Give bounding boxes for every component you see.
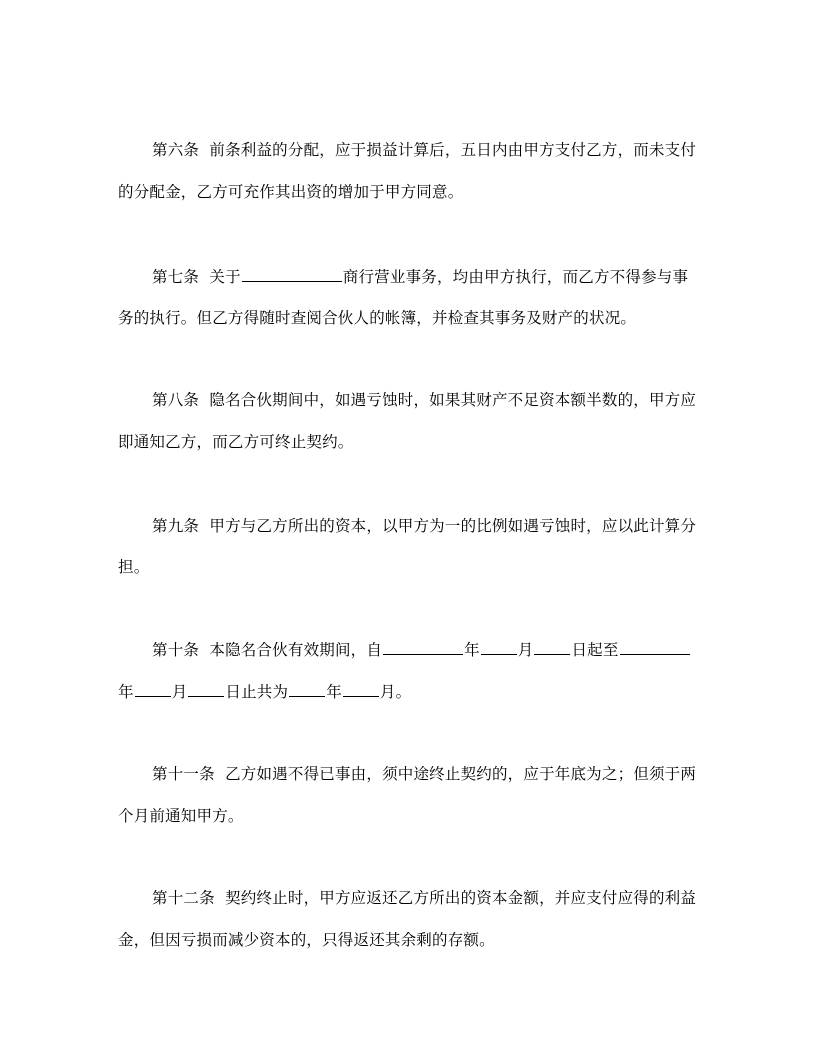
article-10-label: 第十条	[152, 641, 200, 659]
article-7-text-post: 商行营业事务，均由甲方执行，而乙方不得参与事	[342, 268, 689, 286]
article-6-label: 第六条	[152, 141, 200, 159]
article-7-line-2	[118, 308, 636, 328]
blank-field-total-months[interactable]	[343, 681, 379, 697]
article-7-line-1	[152, 266, 688, 287]
article-12-line-1	[152, 888, 696, 908]
blank-field-start-day[interactable]	[534, 639, 570, 655]
article-9-label: 第九条	[152, 517, 200, 535]
article-7-label: 第七条	[152, 268, 200, 286]
article-6-line-2	[118, 182, 463, 202]
article-10-year-label: 年	[464, 641, 480, 659]
article-8-line-1	[152, 390, 696, 410]
article-9-text-2: 担。	[118, 558, 150, 576]
article-6-text-2: 的分配金，乙方可充作其出资的增加于甲方同意。	[118, 183, 464, 201]
article-8-text-1: 隐名合伙期间中，如遇亏蚀时，如果其财产不足资本额半数的，甲方应	[209, 391, 697, 409]
article-6-line-1	[152, 140, 696, 160]
article-11-label: 第十一条	[152, 765, 215, 783]
article-10-line-2	[118, 681, 411, 702]
article-8-label: 第八条	[152, 391, 200, 409]
article-11-text-2: 个月前通知甲方。	[118, 807, 244, 825]
blank-field-company[interactable]	[242, 266, 342, 282]
blank-field-end-year[interactable]	[620, 639, 690, 655]
article-7-text-pre: 关于	[209, 268, 241, 286]
article-11-line-1	[152, 764, 696, 784]
article-10-month-label-2: 月	[171, 683, 188, 701]
article-10-from-label: 日起至	[571, 641, 619, 659]
article-8-line-2	[118, 432, 354, 452]
article-10-year-label-3: 年	[326, 683, 342, 701]
article-9-line-1	[152, 516, 696, 536]
article-10-until-label: 日止共为	[225, 683, 289, 701]
article-10-text-a: 本隐名合伙有效期间，自	[209, 641, 383, 659]
article-12-text-1: 契约终止时，甲方应返还乙方所出的资本金额，并应支付应得的利益	[225, 889, 697, 907]
blank-field-start-month[interactable]	[481, 639, 517, 655]
article-9-text-1: 甲方与乙方所出的资本，以甲方为一的比例如遇亏蚀时，应以此计算分	[209, 517, 697, 535]
article-12-line-2	[118, 930, 495, 950]
article-6-text-1: 前条利益的分配，应于损益计算后，五日内由甲方支付乙方，而未支付	[209, 141, 697, 159]
blank-field-end-month[interactable]	[135, 681, 171, 697]
blank-field-total-years[interactable]	[289, 681, 325, 697]
article-10-line-1	[152, 639, 691, 660]
article-11-text-1: 乙方如遇不得已事由，须中途终止契约的，应于年底为之；但须于两	[225, 765, 697, 783]
blank-field-end-day[interactable]	[188, 681, 224, 697]
article-11-line-2	[118, 806, 244, 826]
article-8-text-2: 即通知乙方，而乙方可终止契约。	[118, 433, 354, 451]
article-12-text-2: 金，但因亏损而减少资本的，只得返还其余剩的存额。	[118, 931, 495, 949]
article-10-month-label: 月	[517, 641, 534, 659]
blank-field-start-year[interactable]	[383, 639, 463, 655]
article-10-year-label-2: 年	[118, 683, 134, 701]
article-10-end-label: 月。	[379, 683, 412, 701]
article-12-label: 第十二条	[152, 889, 215, 907]
article-9-line-2	[118, 557, 149, 577]
article-7-text-2: 务的执行。但乙方得随时查阅合伙人的帐簿，并检查其事务及财产的状况。	[118, 309, 637, 327]
